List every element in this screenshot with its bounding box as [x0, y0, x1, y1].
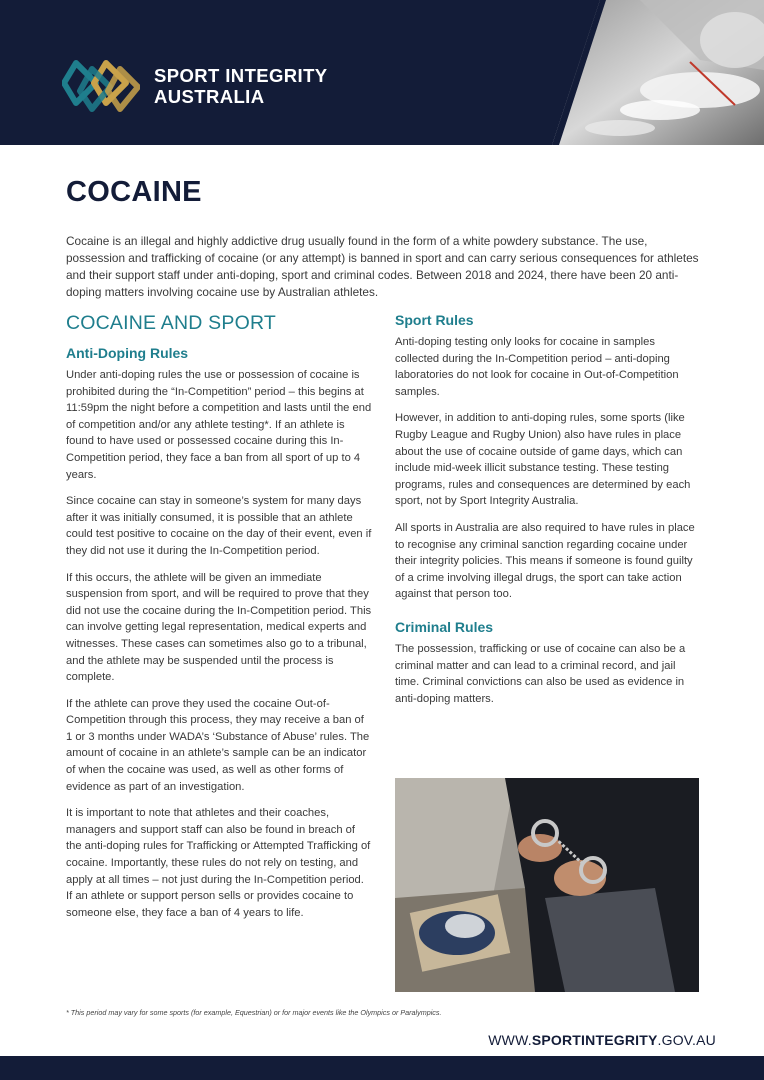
- subheading-anti-doping-rules: Anti-Doping Rules: [66, 345, 189, 361]
- handcuffs-photo: [395, 778, 699, 992]
- anti-doping-paragraph: Since cocaine can stay in someone’s system for many days after it was initially consumed, it is possible that an athlete could test positive to cocaine on the day of their event, even if they did not use it during the In-Competition period.: [66, 495, 372, 557]
- sport-rules-paragraph: Anti-doping testing only looks for cocaine in samples collected during the In-Competition period – anti-doping laboratories do not look for cocaine in Out-of-Competition samples.: [395, 336, 679, 398]
- website-prefix: WWW.: [488, 1032, 532, 1048]
- section-heading-cocaine-and-sport: COCAINE AND SPORT: [66, 312, 276, 334]
- anti-doping-paragraph: It is important to note that athletes and their coaches, managers and support staff can also be found in breach of the anti-doping rules for Trafficking or Attempted Trafficking of cocaine. Importantly, these rules do not rely on testing, and apply at all times – not just during the In-Competition period. If an athlete or support person sells or provides cocaine to someone else, they face a ban of 4 years to life.: [66, 807, 371, 919]
- anti-doping-paragraph: If this occurs, the athlete will be given an immediate suspension from sport, and will be required to prove that they did not use the cocaine during the In-Competition period. This can involve getting legal representation, medical experts and witnesses. These cases can sometimes also go to a tribunal, and the athlete may be suspended until the process is complete.: [66, 571, 372, 684]
- brand-line-2: AUSTRALIA: [154, 86, 265, 107]
- anti-doping-paragraph: Under anti-doping rules the use or possession of cocaine is prohibited during the “In-Competition” period – this begins at 11:59pm the night before a competition and lasts until the end of competition and/or any athlete testing*. If an athlete is found to have used or possessed cocaine during this In-Competition period, they face a ban from all sport of up to 4 years.: [66, 369, 372, 481]
- page-title: COCAINE: [66, 176, 202, 208]
- criminal-rules-paragraph: The possession, trafficking or use of cocaine can also be a criminal matter and can lead to a criminal record, and jail time. Criminal convictions can also be used as evidence in anti-doping matters.: [395, 642, 686, 705]
- right-column: [395, 312, 702, 717]
- subheading-criminal-rules: Criminal Rules: [395, 618, 494, 635]
- sport-rules-paragraph: However, in addition to anti-doping rules, some sports (like Rugby League and Rugby Union) also have rules in place about the use of cocaine outside of game days, which can include mid-week illicit substance testing. These testing programs, rules and consequences are determined by each sport, not by Sport Integrity Australia.: [395, 412, 691, 508]
- brand-line-1: SPORT INTEGRITY: [154, 65, 328, 86]
- footer-bar: [0, 1056, 764, 1080]
- page-header: [0, 0, 764, 145]
- website-link[interactable]: [488, 1032, 716, 1048]
- sport-integrity-logo-icon: [62, 55, 140, 117]
- handcuffs-illustration: [395, 778, 699, 992]
- brand-name: [154, 65, 328, 107]
- intro-paragraph: Cocaine is an illegal and highly addictive drug usually found in the form of a white powdery substance. The use, possession and trafficking of cocaine (or any attempt) is banned in sport and can carry serious consequences for athletes and their support staff under anti-doping, sport and criminal codes. Between 2018 and 2024, there have been 20 anti-doping matters involving cocaine use by Australian athletes.: [66, 234, 699, 299]
- subheading-sport-rules: Sport Rules: [395, 312, 474, 328]
- sport-rules-paragraph: All sports in Australia are also required to have rules in place to recognise any criminal sanction regarding cocaine under their integrity policies. This means if someone is found guilty of a crime involving illegal drugs, the sport can take action against that person too.: [395, 521, 695, 601]
- footnote: * This period may vary for some sports (for example, Equestrian) or for major events like the Olympics or Paralympics.: [66, 1008, 442, 1017]
- anti-doping-paragraph: If the athlete can prove they used the cocaine Out-of-Competition through this process, they may receive a ban of 1 or 3 months under WADA’s ‘Substance of Abuse’ rules. The amount of cocaine in an athlete’s sample can be an indicator of when the cocaine was used, as well as other forms of evidence as part of an investigation.: [66, 697, 370, 793]
- website-suffix: .GOV.AU: [657, 1032, 716, 1048]
- left-column: [66, 312, 373, 931]
- website-main: SPORTINTEGRITY: [531, 1032, 658, 1048]
